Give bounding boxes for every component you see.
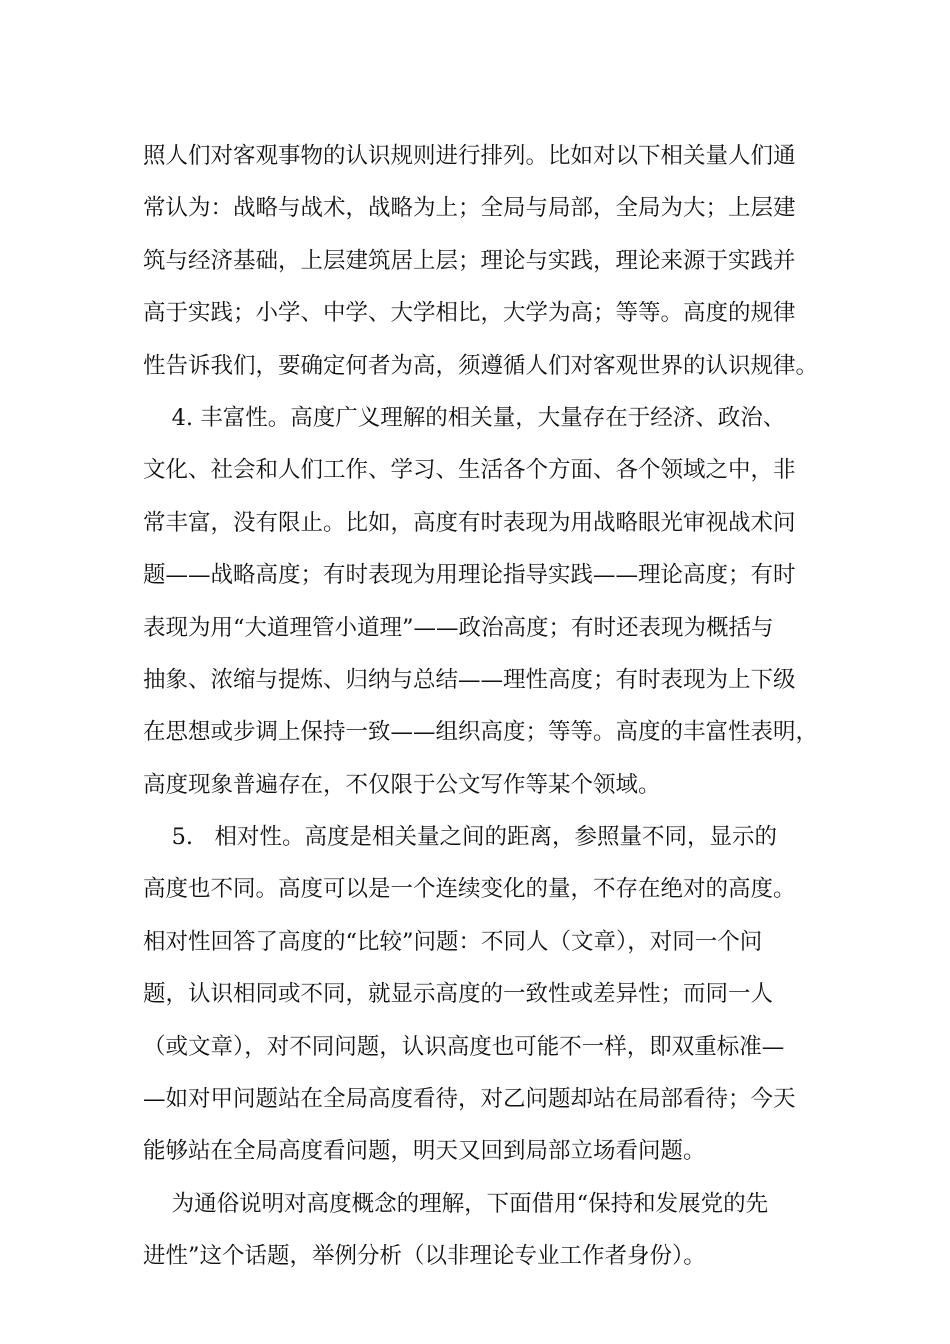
text-line: —如对甲问题站在全局高度看待，对乙问题却站在局部看待；今天 xyxy=(143,1086,796,1113)
text-line: 5. 相对性。高度是相关量之间的距离，参照量不同，显示的 xyxy=(143,824,778,851)
text-line: 常认为：战略与战术，战略为上；全局与局部，全局为大；上层建 xyxy=(143,195,796,222)
text-line: 相对性回答了高度的“比较”问题：不同人（文章），对同一个问 xyxy=(143,928,763,955)
text-line: 题——战略高度；有时表现为用理论指导实践——理论高度；有时 xyxy=(143,562,796,589)
text-line: 高于实践；小学、中学、大学相比，大学为高；等等。高度的规律 xyxy=(143,300,796,327)
text-line: 在思想或步调上保持一致——组织高度；等等。高度的丰富性表明， xyxy=(143,719,819,746)
text-line: 筑与经济基础，上层建筑居上层；理论与实践，理论来源于实践并 xyxy=(143,247,796,274)
text-line: 能够站在全局高度看问题，明天又回到局部立场看问题。 xyxy=(143,1138,706,1165)
text-line: 文化、社会和人们工作、学习、生活各个方面、各个领域之中，非 xyxy=(143,457,796,484)
text-line: 高度现象普遍存在，不仅限于公文写作等某个领域。 xyxy=(143,771,661,798)
text-line: 4. 丰富性。高度广义理解的相关量，大量存在于经济、政治、 xyxy=(143,404,786,431)
text-line: 表现为用“大道理管小道理”——政治高度；有时还表现为概括与 xyxy=(143,614,774,641)
text-line: 为通俗说明对高度概念的理解，下面借用“保持和发展党的先 xyxy=(143,1190,769,1217)
text-line: 照人们对客观事物的认识规则进行排列。比如对以下相关量人们通 xyxy=(143,143,796,169)
text-line: 常丰富，没有限止。比如，高度有时表现为用战略眼光审视战术问 xyxy=(143,509,796,536)
text-line: 高度也不同。高度可以是一个连续变化的量，不存在绝对的高度。 xyxy=(143,876,796,903)
text-line: 进性”这个话题，举例分析（以非理论专业工作者身份）。 xyxy=(143,1243,706,1270)
text-line: （或文章），对不同问题，认识高度也可能不一样，即双重标准— xyxy=(143,1033,785,1060)
text-line: 抽象、浓缩与提炼、归纳与总结——理性高度；有时表现为上下级 xyxy=(143,666,796,693)
body-text xyxy=(143,130,823,1283)
text-line: 题，认识相同或不同，就显示高度的一致性或差异性；而同一人 xyxy=(143,981,774,1008)
text-line: 性告诉我们，要确定何者为高，须遵循人们对客观世界的认识规律。 xyxy=(143,352,819,379)
